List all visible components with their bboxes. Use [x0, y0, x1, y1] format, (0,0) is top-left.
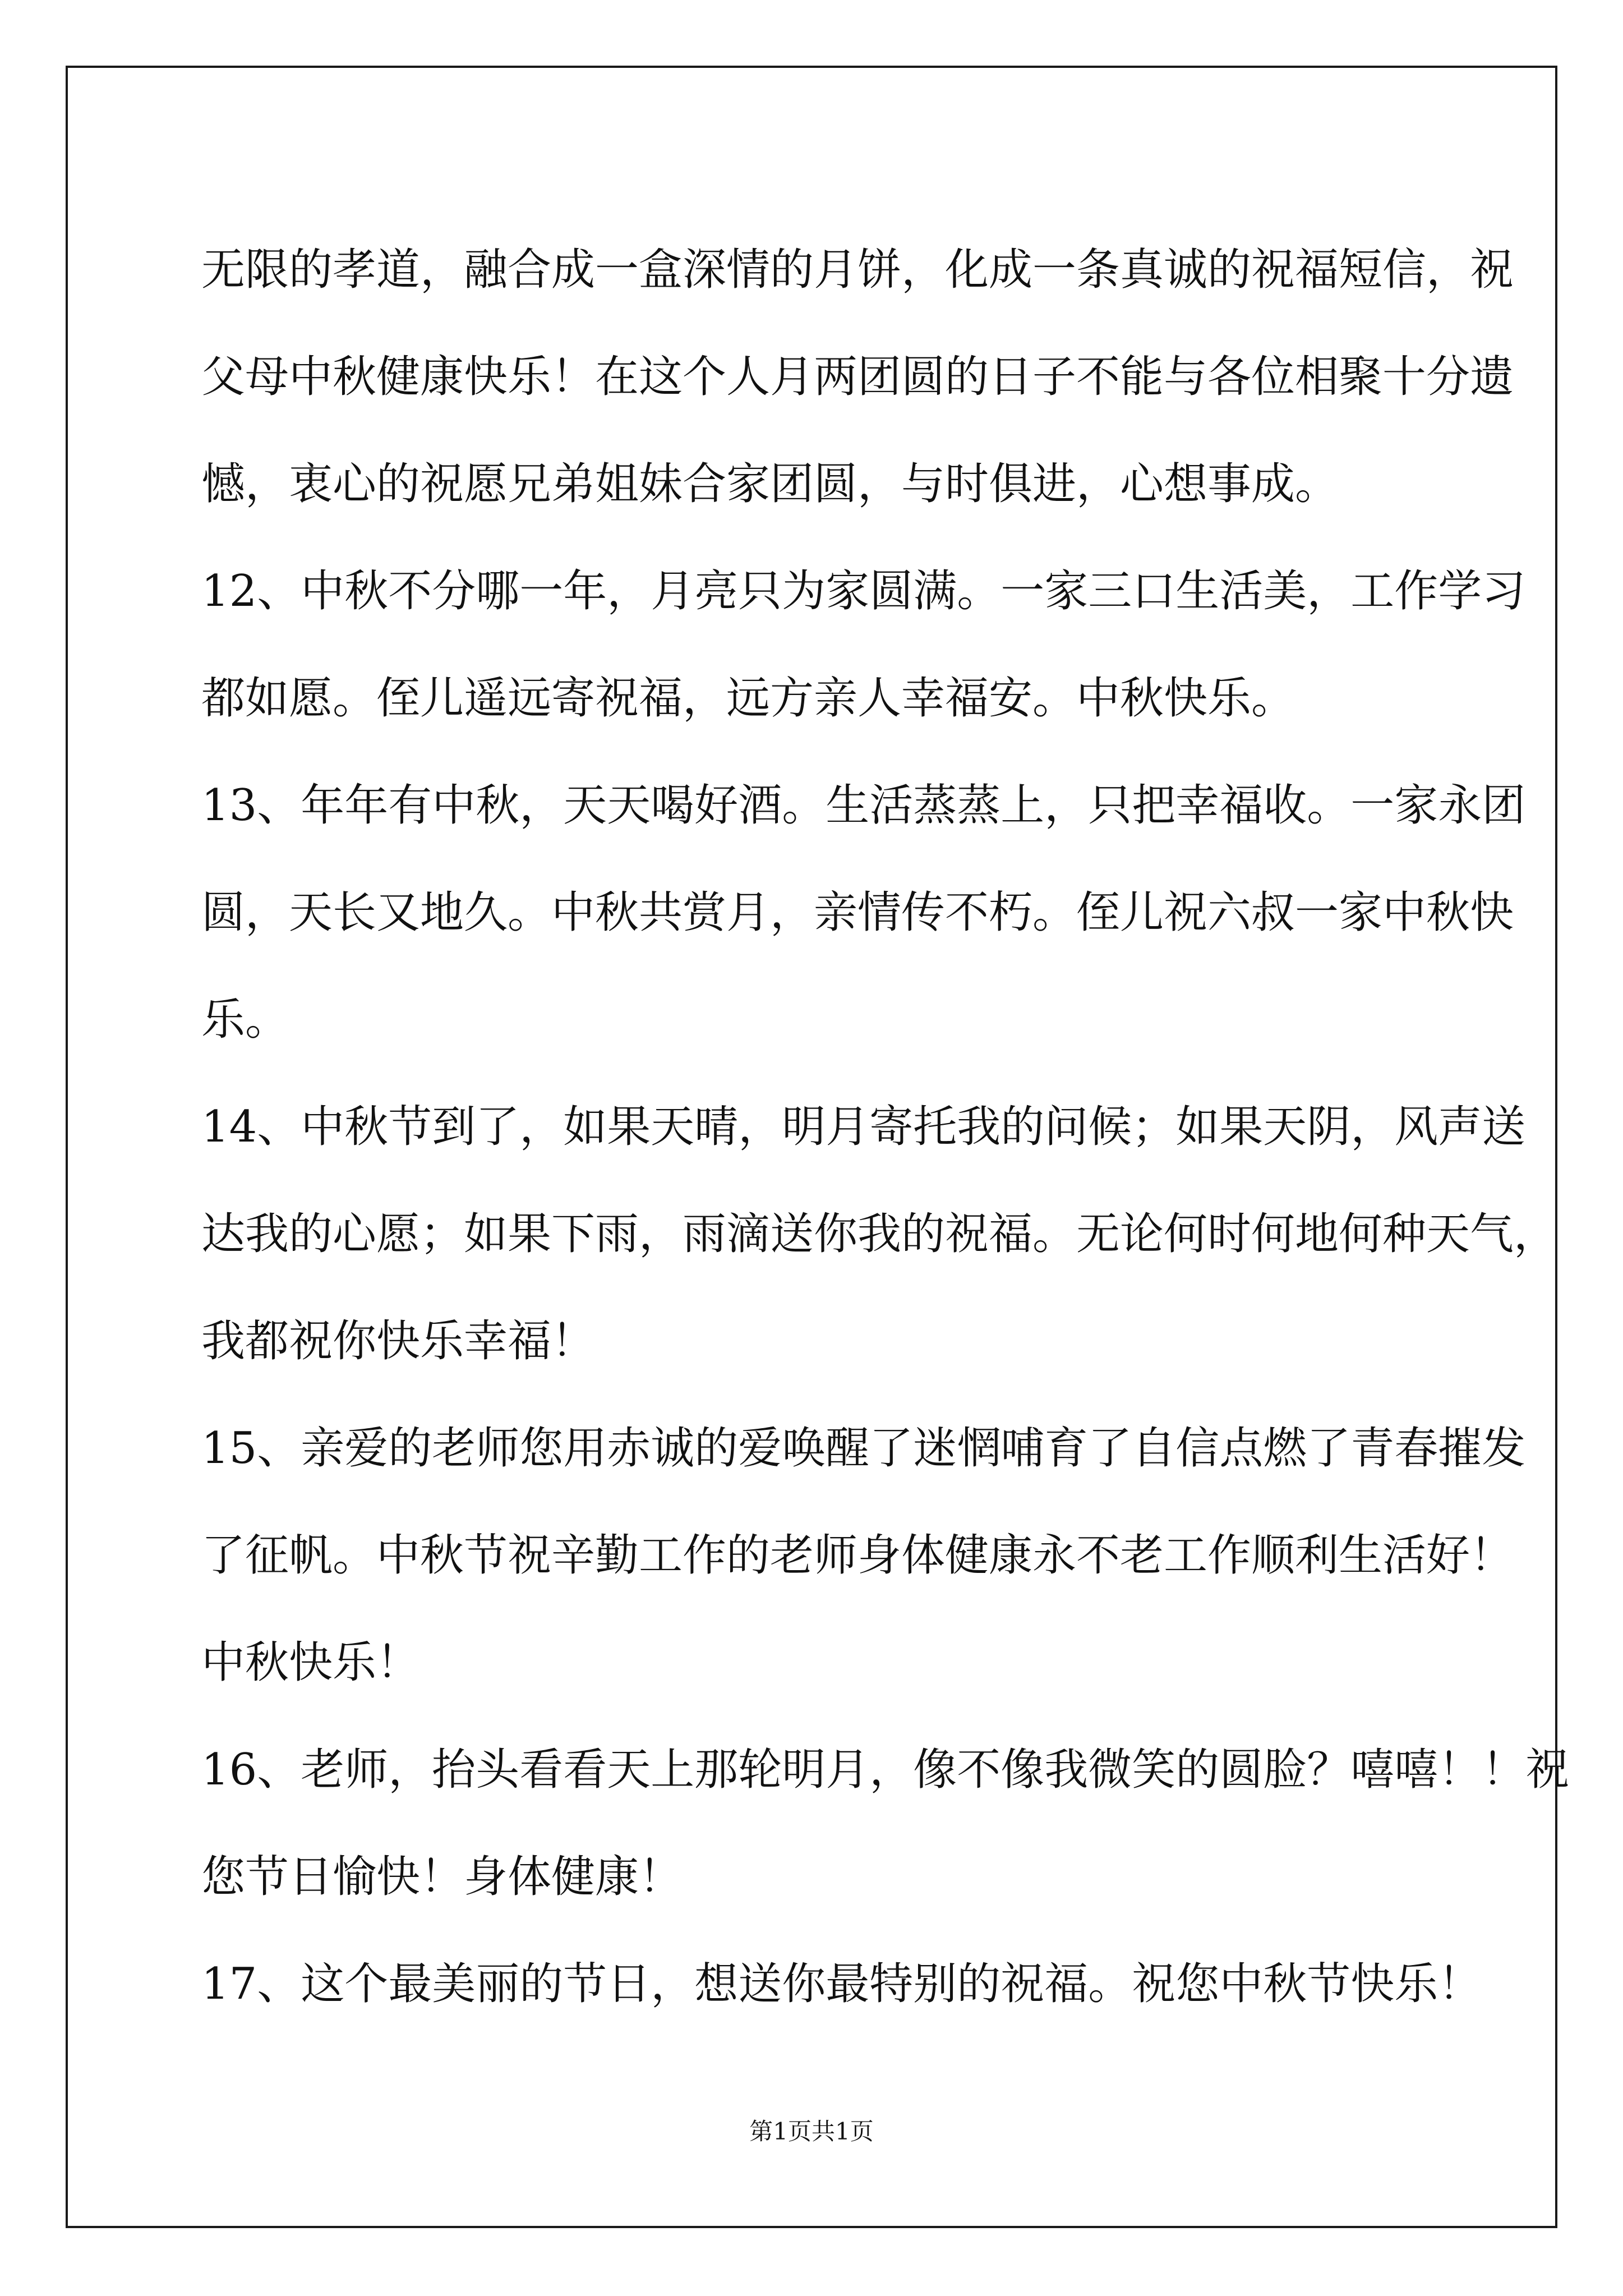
text-line: 我都祝你快乐幸福！	[201, 1316, 596, 1366]
text-line: 16、老师，抬头看看天上那轮明月，像不像我微笑的圆脸？嘻嘻！！祝	[201, 1745, 1570, 1795]
page-number-total: 共1页	[811, 2118, 874, 2145]
page-footer	[0, 2115, 1623, 2148]
text-line: 乐。	[201, 995, 289, 1045]
text-line: 14、中秋节到了，如果天晴，明月寄托我的问候；如果天阴，风声送	[201, 1102, 1526, 1152]
text-line: 达我的心愿；如果下雨，雨滴送你我的祝福。无论何时何地何种天气，	[201, 1209, 1558, 1259]
text-line: 您节日愉快！身体健康！	[201, 1852, 683, 1902]
page-number-current: 第1页	[749, 2118, 811, 2145]
text-line: 中秋快乐！	[201, 1637, 421, 1688]
document-body	[201, 217, 1570, 2038]
text-line: 15、亲爱的老师您用赤诚的爱唤醒了迷惘哺育了自信点燃了青春摧发	[201, 1423, 1526, 1474]
text-line: 都如愿。侄儿遥远寄祝福，远方亲人幸福安。中秋快乐。	[201, 673, 1295, 724]
text-line: 17、这个最美丽的节日，想送你最特别的祝福。祝您中秋节快乐！	[201, 1959, 1482, 2009]
text-line: 了征帆。中秋节祝辛勤工作的老师身体健康永不老工作顺利生活好！	[201, 1530, 1514, 1581]
text-line: 父母中秋健康快乐！在这个人月两团圆的日子不能与各位相聚十分遗	[201, 352, 1514, 402]
text-line: 13、年年有中秋，天天喝好酒。生活蒸蒸上，只把幸福收。一家永团	[201, 780, 1526, 831]
text-line: 圆，天长又地久。中秋共赏月，亲情传不朽。侄儿祝六叔一家中秋快	[201, 887, 1514, 938]
text-line: 憾，衷心的祝愿兄弟姐妹合家团圆，与时俱进，心想事成。	[201, 459, 1339, 509]
text-line: 12、中秋不分哪一年，月亮只为家圆满。一家三口生活美，工作学习	[201, 566, 1526, 616]
text-line: 无限的孝道，融合成一盒深情的月饼，化成一条真诚的祝福短信，祝	[201, 245, 1514, 295]
